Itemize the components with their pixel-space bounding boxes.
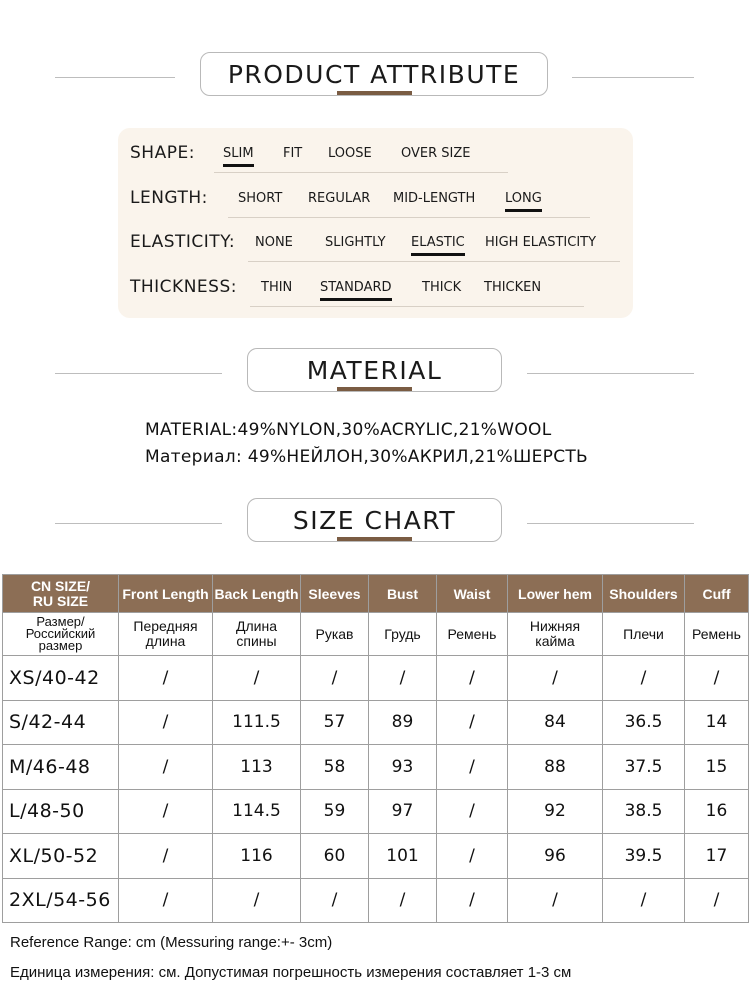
size-cell: S/42-44 [3, 700, 119, 745]
size-cell: M/46-48 [3, 745, 119, 790]
table-cell: / [119, 656, 213, 701]
option-regular: REGULAR [308, 191, 371, 206]
table-cell: 92 [508, 789, 603, 834]
table-cell: 116 [213, 834, 301, 879]
table-cell: 101 [369, 834, 437, 879]
table-cell: 58 [301, 745, 369, 790]
column-header: Ремень [685, 613, 749, 656]
table-cell: / [119, 789, 213, 834]
column-header: Lower hem [508, 575, 603, 613]
divider-left [55, 373, 222, 374]
divider-left [55, 77, 175, 78]
table-cell: 84 [508, 700, 603, 745]
size-chart-header [0, 498, 750, 548]
table-cell: 89 [369, 700, 437, 745]
column-header: Рукав [301, 613, 369, 656]
option-loose: LOOSE [328, 146, 372, 161]
size-cell: XL/50-52 [3, 834, 119, 879]
table-cell: 88 [508, 745, 603, 790]
attribute-row-shape [130, 143, 620, 173]
option-none: NONE [255, 235, 293, 250]
table-cell: / [437, 789, 508, 834]
column-header: Sleeves [301, 575, 369, 613]
table-cell: 60 [301, 834, 369, 879]
section-title: PRODUCT ATTRIBUTE [200, 52, 548, 96]
option-mid-length: MID-LENGTH [393, 191, 476, 206]
table-cell: / [301, 878, 369, 923]
table-cell: 38.5 [603, 789, 685, 834]
column-header: Shoulders [603, 575, 685, 613]
option-thin: THIN [261, 280, 293, 295]
table-cell: 14 [685, 700, 749, 745]
material-ru [145, 447, 665, 474]
table-cell: 96 [508, 834, 603, 879]
section-title: MATERIAL [247, 348, 502, 392]
attribute-panel [118, 128, 633, 318]
option-elastic: ELASTIC [411, 235, 465, 250]
material-en [145, 420, 665, 447]
table-row [3, 700, 749, 745]
option-thicken: THICKEN [484, 280, 542, 295]
table-cell: / [685, 878, 749, 923]
column-header: Размер/ Российский размер [3, 613, 119, 656]
table-cell: / [603, 656, 685, 701]
note-ru: Единица измерения: см. Допустимая погрешность измерения составляет 1-3 см [10, 964, 572, 981]
table-cell: 97 [369, 789, 437, 834]
table-header-ru [3, 613, 749, 656]
attribute-label: ELASTICITY: [130, 232, 236, 252]
column-header: Ремень [437, 613, 508, 656]
table-cell: 113 [213, 745, 301, 790]
table-cell: / [369, 656, 437, 701]
option-over-size: OVER SIZE [401, 146, 471, 161]
column-header: Передняя длина [119, 613, 213, 656]
table-cell: 37.5 [603, 745, 685, 790]
table-cell: / [213, 878, 301, 923]
table-cell: / [685, 656, 749, 701]
option-slim: SLIM [223, 146, 254, 161]
material-ru-value: 49%НЕЙЛОН,30%АКРИЛ,21%ШЕРСТЬ [247, 447, 589, 467]
table-cell: 15 [685, 745, 749, 790]
table-row [3, 878, 749, 923]
table-cell: 93 [369, 745, 437, 790]
table-cell: / [508, 878, 603, 923]
attribute-label: LENGTH: [130, 188, 208, 208]
title-underline [337, 387, 412, 391]
table-cell: / [508, 656, 603, 701]
column-header: Back Length [213, 575, 301, 613]
table-cell: 57 [301, 700, 369, 745]
table-cell: 114.5 [213, 789, 301, 834]
table-row [3, 656, 749, 701]
table-header-en [3, 575, 749, 613]
divider-right [527, 523, 694, 524]
table-row [3, 789, 749, 834]
table-cell: / [437, 878, 508, 923]
option-standard: STANDARD [320, 280, 392, 295]
reference-notes [10, 934, 745, 994]
option-fit: FIT [283, 146, 303, 161]
column-header: Bust [369, 575, 437, 613]
attribute-label: SHAPE: [130, 143, 195, 163]
table-cell: / [119, 700, 213, 745]
column-header: Waist [437, 575, 508, 613]
column-header: Грудь [369, 613, 437, 656]
size-cell: 2XL/54-56 [3, 878, 119, 923]
size-cell: L/48-50 [3, 789, 119, 834]
table-cell: / [369, 878, 437, 923]
table-cell: / [301, 656, 369, 701]
product-attribute-header [0, 52, 750, 102]
material-header [0, 348, 750, 398]
table-cell: / [437, 700, 508, 745]
material-ru-label: Материал: [145, 447, 242, 467]
column-header: CN SIZE/ RU SIZE [3, 575, 119, 613]
option-slightly: SLIGHTLY [325, 235, 386, 250]
table-row [3, 745, 749, 790]
table-row [3, 834, 749, 879]
column-header: Плечи [603, 613, 685, 656]
column-header: Нижняя кайма [508, 613, 603, 656]
title-underline [337, 91, 412, 95]
table-cell: / [437, 745, 508, 790]
option-short: SHORT [238, 191, 283, 206]
column-header: Front Length [119, 575, 213, 613]
table-cell: 111.5 [213, 700, 301, 745]
table-cell: / [119, 834, 213, 879]
table-cell: 39.5 [603, 834, 685, 879]
table-cell: / [119, 745, 213, 790]
attribute-row-thickness [130, 277, 620, 307]
table-cell: 36.5 [603, 700, 685, 745]
table-cell: 17 [685, 834, 749, 879]
option-long: LONG [505, 191, 542, 206]
attribute-row-length [130, 188, 620, 218]
size-chart-table [2, 574, 749, 923]
attribute-label: THICKNESS: [130, 277, 237, 297]
material-en-value: 49%NYLON,30%ACRYLIC,21%WOOL [237, 420, 552, 440]
note-en: Reference Range: cm (Messuring range:+- 3cm) [10, 934, 333, 951]
divider-left [55, 523, 222, 524]
column-header: Cuff [685, 575, 749, 613]
option-high-elasticity: HIGH ELASTICITY [485, 235, 597, 250]
divider-right [572, 77, 694, 78]
divider-right [527, 373, 694, 374]
column-header: Длина спины [213, 613, 301, 656]
table-cell: 16 [685, 789, 749, 834]
table-cell: / [213, 656, 301, 701]
material-info [145, 420, 665, 474]
table-cell: 59 [301, 789, 369, 834]
option-thick: THICK [422, 280, 462, 295]
table-cell: / [437, 656, 508, 701]
title-underline [337, 537, 412, 541]
attribute-row-elasticity [130, 232, 620, 262]
table-cell: / [119, 878, 213, 923]
material-en-label: MATERIAL: [145, 420, 238, 440]
table-cell: / [603, 878, 685, 923]
section-title: SIZE CHART [247, 498, 502, 542]
table-cell: / [437, 834, 508, 879]
size-cell: XS/40-42 [3, 656, 119, 701]
